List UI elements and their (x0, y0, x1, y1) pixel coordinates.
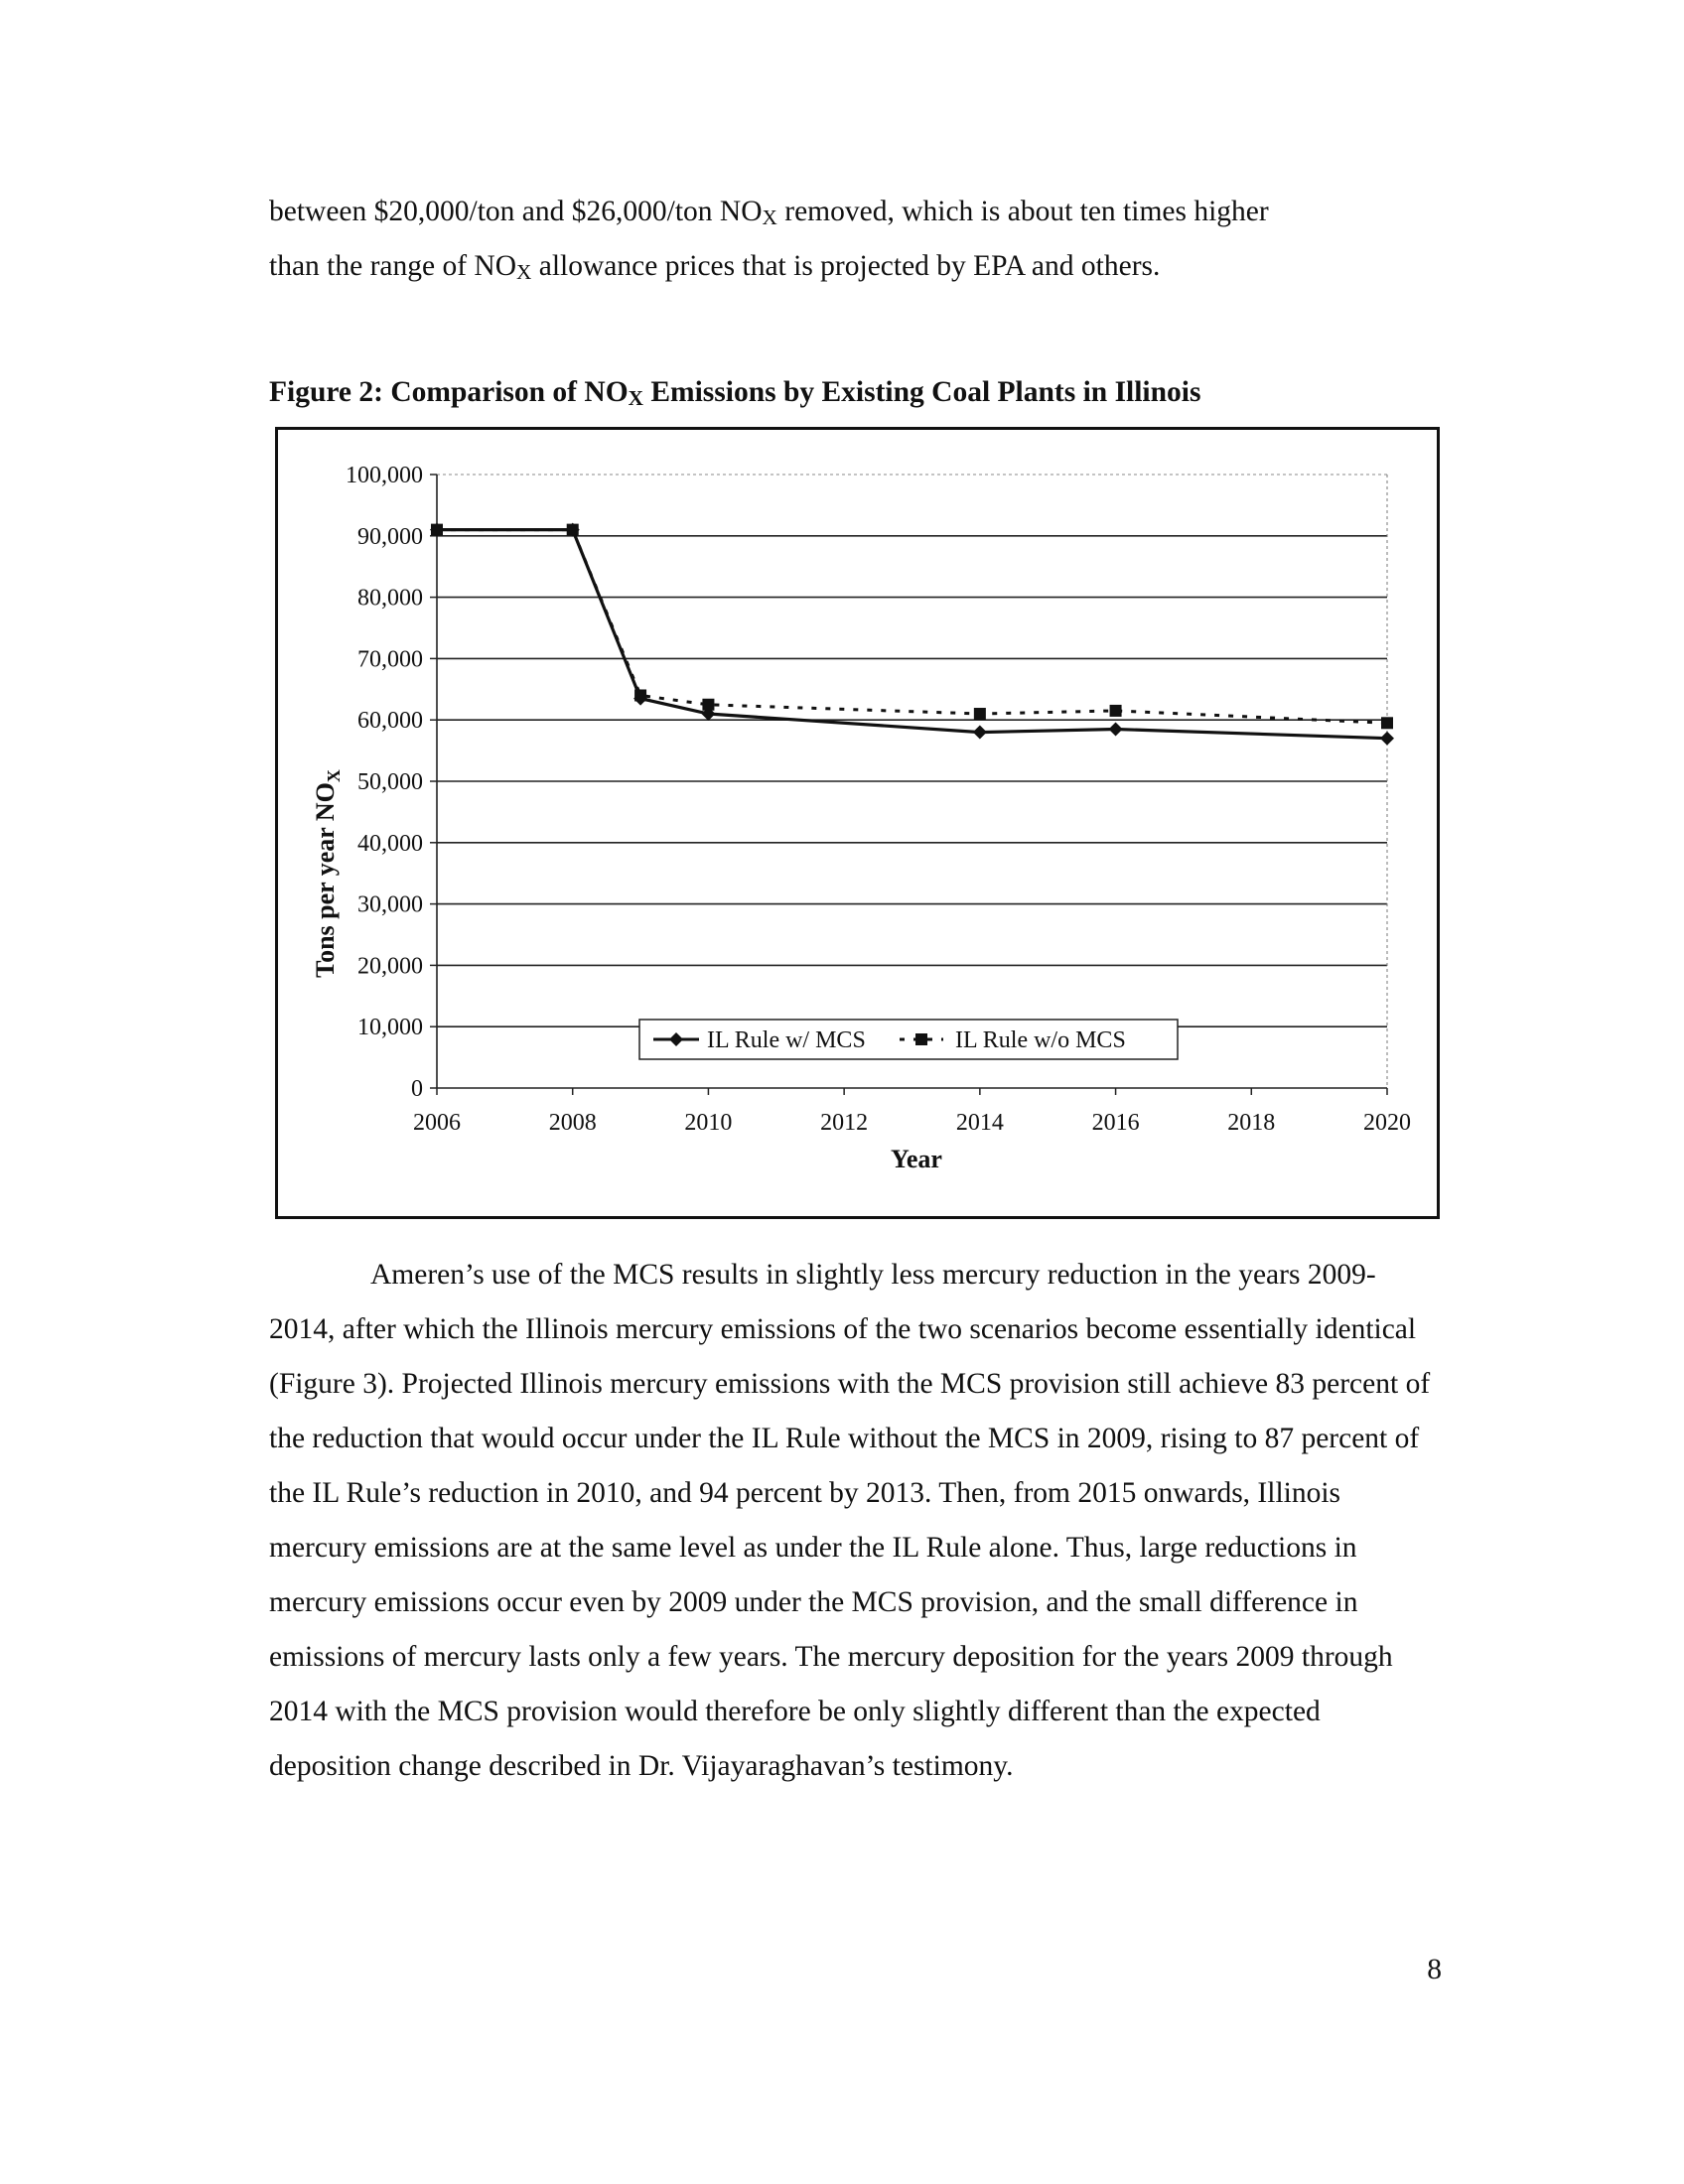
y-tick-label: 60,000 (357, 708, 423, 735)
square-marker (974, 708, 986, 720)
intro-line-2-part-a: than the range of NO (269, 250, 517, 282)
series-lines (430, 523, 1394, 746)
intro-line-1-part-b: removed, which is about ten times higher (776, 196, 1269, 227)
x-tick-label: 2006 (413, 1110, 461, 1136)
y-tick-label: 90,000 (357, 523, 423, 550)
figure-caption-part-b: Emissions by Existing Coal Plants in Illinois (642, 376, 1201, 408)
chart-frame (275, 427, 1440, 1219)
legend-label-without-mcs: IL Rule w/o MCS (955, 1027, 1126, 1053)
legend-label-with-mcs: IL Rule w/ MCS (707, 1027, 866, 1053)
square-marker (567, 524, 579, 536)
y-tick-label: 20,000 (357, 953, 423, 980)
y-tick-label: 0 (411, 1076, 423, 1102)
square-marker (431, 524, 443, 536)
x-tick-label: 2014 (955, 1110, 1004, 1136)
x-tick-label: 2010 (684, 1110, 733, 1136)
intro-line-2-part-b: allowance prices that is projected by EPA and others. (531, 250, 1161, 282)
diamond-marker (973, 726, 987, 740)
intro-line-2-subscript: X (516, 259, 532, 284)
square-marker (915, 1033, 927, 1045)
square-marker (1110, 705, 1122, 717)
legend (639, 1020, 1178, 1059)
diamond-marker (1380, 732, 1394, 746)
x-tick-label: 2020 (1363, 1110, 1411, 1136)
y-tick-label: 100,000 (346, 463, 423, 488)
series-line (437, 530, 1387, 724)
y-tick-label: 30,000 (357, 891, 423, 918)
intro-paragraph (269, 185, 1441, 294)
y-tick-label: 80,000 (357, 585, 423, 612)
y-tick-label: 10,000 (357, 1015, 423, 1041)
body-paragraph: Ameren’s use of the MCS results in slightly less mercury reduction in the years 2009-2014, after which the Illinois mercury emissions of the two scenarios become essentially identical (Figure 3). Projected Illinois mercury emissions with the MCS provision still achieve 83 percent of the reduction that would occur under the IL Rule without the MCS in 2009, rising to 87 percent of the IL Rule’s reduction in 2010, and 94 percent by 2013. Then, from 2015 onwards, Illinois mercury emissions are at the same level as under the IL Rule alone. Thus, large reductions in mercury emissions occur even by 2009 under the MCS provision, and the small difference in emissions of mercury lasts only a few years. The mercury deposition for the years 2009 through 2014 with the MCS provision would therefore be only slightly different than the expected deposition change described in Dr. Vijayaraghavan’s testimony. (269, 1259, 1431, 1782)
y-tick-label: 70,000 (357, 646, 423, 673)
figure-caption (269, 368, 1461, 416)
y-axis-title-main: Tons per year NO (311, 782, 340, 978)
x-tick-label: 2008 (548, 1110, 597, 1136)
figure-caption-part-a: Figure 2: Comparison of NO (269, 376, 629, 408)
square-marker (1381, 717, 1393, 729)
intro-line-1-part-a: between $20,000/ton and $26,000/ton NO (269, 196, 763, 227)
square-marker (634, 689, 646, 701)
x-tick-label: 2016 (1091, 1110, 1140, 1136)
x-tick-label: 2018 (1227, 1110, 1276, 1136)
x-axis-title: Year (891, 1145, 942, 1173)
y-axis-title-subscript: X (324, 769, 344, 783)
gridlines (437, 475, 1387, 1026)
diamond-marker (1109, 722, 1123, 736)
y-axis-title (311, 769, 344, 978)
figure-caption-subscript: X (628, 385, 643, 410)
nox-emissions-chart (278, 430, 1437, 1216)
intro-line-1-subscript: X (762, 205, 777, 229)
series-line (437, 530, 1387, 739)
x-tick-label: 2012 (820, 1110, 869, 1136)
y-tick-label: 50,000 (357, 769, 423, 795)
page-number: 8 (1427, 1954, 1442, 1985)
series-il-rule-without-mcs (431, 524, 1393, 730)
y-tick-label: 40,000 (357, 830, 423, 857)
square-marker (702, 699, 714, 711)
